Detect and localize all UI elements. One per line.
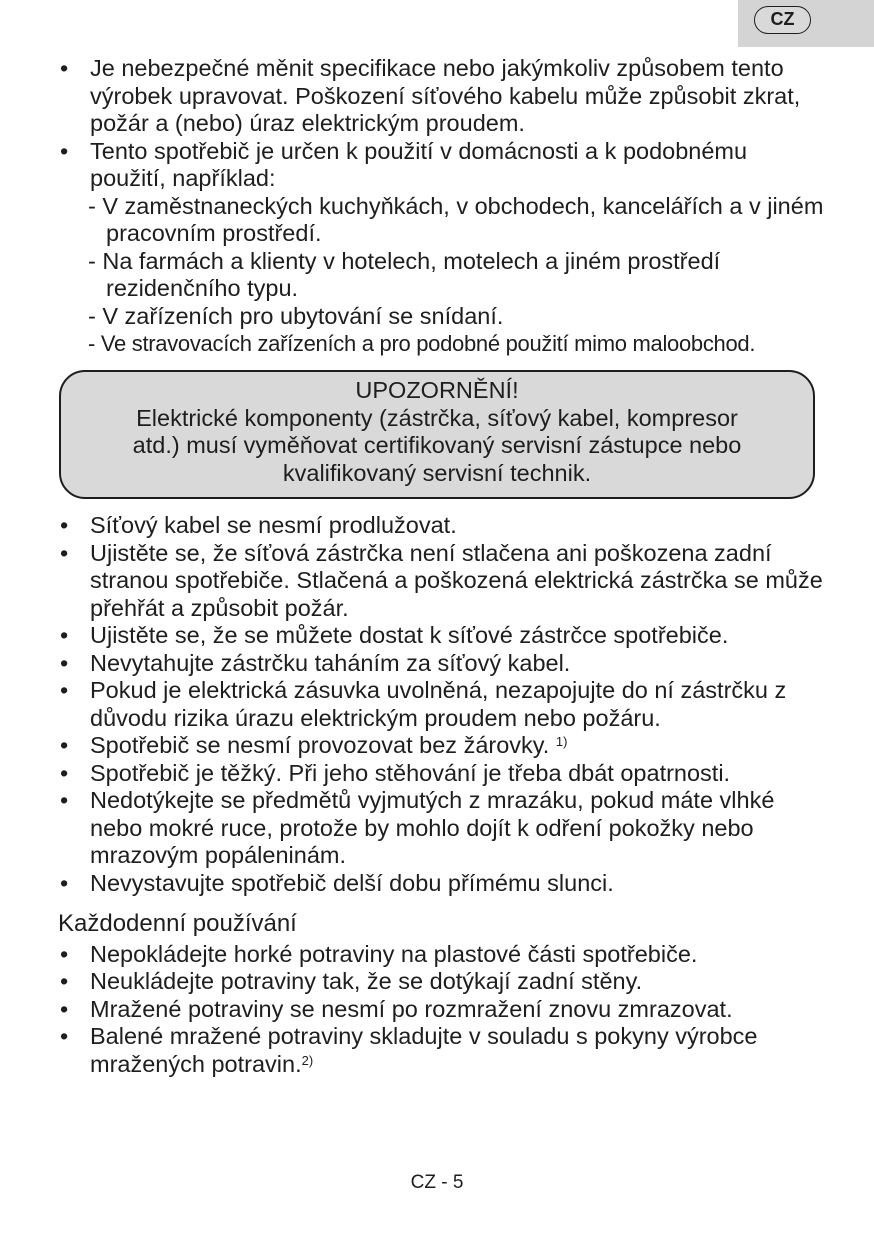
top-safety-list — [58, 55, 828, 358]
footnote-marker: 2) — [301, 1052, 314, 1068]
sub-list-item: - V zaměstnaneckých kuchyňkách, v obchodech, kancelářích a v jiném pracovním prostředí. — [88, 192, 824, 246]
list-item: • Pokud je elektrická zásuvka uvolněná, nezapojujte do ní zástrčku z důvodu rizika úrazu elektrickým proudem nebo požáru. — [58, 677, 828, 732]
list-item: • Je nebezpečné měnit specifikace nebo jakýmkoliv způsobem tento výrobek upravovat. Poškození síťového kabelu může způsobit zkrat, požár a (nebo) úraz elektrickým proudem. — [58, 55, 828, 138]
language-tab — [738, 0, 874, 47]
warning-text: kvalifikovaný servisní technik. — [282, 459, 592, 486]
language-badge: CZ — [754, 6, 811, 34]
warning-title: UPOZORNĚNÍ! — [355, 377, 519, 403]
list-item: • Balené mražené potraviny skladujte v souladu s pokyny výrobce mražených potravin.$^{2)}$ — [58, 1023, 828, 1078]
warning-text: Elektrické komponenty (zástrčka, síťový kabel, kompresor — [136, 404, 738, 431]
list-item: • Nepokládejte horké potraviny na plastové části spotřebiče. — [58, 941, 828, 969]
footnote-marker: 1) — [555, 734, 568, 749]
safety-list — [58, 512, 828, 897]
list-item: • Spotřebič je těžký. Při jeho stěhování je třeba dbát opatrnosti. — [58, 760, 828, 788]
list-item: • Nevytahujte zástrčku taháním za síťový kabel. — [58, 650, 828, 678]
section-heading: Každodenní používání — [58, 910, 297, 937]
list-item: • Nevystavujte spotřebič delší dobu přímému slunci. — [58, 870, 828, 898]
daily-use-section — [58, 910, 828, 1078]
warning-text: atd.) musí vyměňovat certifikovaný servisní zástupce nebo — [132, 432, 742, 458]
list-item: • Neukládejte potraviny tak, že se dotýkají zadní stěny. — [58, 968, 828, 996]
sub-list-item: - Ve stravovacích zařízeních a pro podobné použití mimo maloobchod. — [88, 331, 756, 356]
list-item: • Ujistěte se, že síťová zástrčka není stlačena ani poškozena zadní stranou spotřebiče. Stlačená a poškozená elektrická zástrčka se může přehřát a způsobit požár. — [58, 540, 828, 623]
list-item: • Síťový kabel se nesmí prodlužovat. — [58, 512, 828, 540]
list-item: • Tento spotřebič je určen k použití v domácnosti a k podobnému použití, například: — [58, 138, 828, 193]
list-item: • Nedotýkejte se předmětů vyjmutých z mrazáku, pokud máte vlhké nebo mokré ruce, protože by mohlo dojít k odření pokožky nebo mrazovým popáleninám. — [58, 787, 828, 870]
list-item: • Mražené potraviny se nesmí po rozmražení znovu zmrazovat. — [58, 996, 828, 1024]
warning-box — [59, 370, 815, 499]
list-item: • Spotřebič se nesmí provozovat bez žárovky. $^{1)}$ — [58, 732, 828, 760]
sub-list-item: - V zařízeních pro ubytování se snídaní. — [88, 302, 504, 329]
page-number: CZ - 5 — [410, 1172, 464, 1193]
list-item: • Ujistěte se, že se můžete dostat k síťové zástrčce spotřebiče. — [58, 622, 828, 650]
sub-list-item: - Na farmách a klienty v hotelech, motelech a jiném prostředí rezidenčního typu. — [88, 247, 721, 301]
